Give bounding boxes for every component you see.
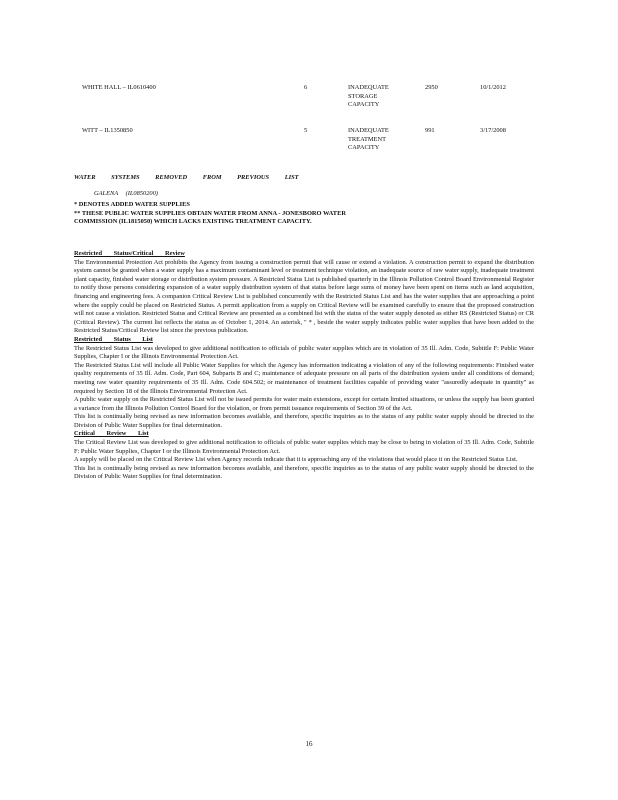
- supply-reason: [348, 127, 408, 153]
- section-title: Restricted Status List: [74, 335, 153, 343]
- supply-date: 10/1/2012: [480, 84, 506, 91]
- supply-name: WITT – IL1350850: [82, 127, 133, 134]
- reason-line: STORAGE: [348, 92, 378, 100]
- supply-number: 6: [304, 84, 308, 91]
- supply-name: WHITE HALL – IL0610400: [82, 84, 156, 91]
- supply-date: 3/17/2008: [480, 127, 506, 134]
- paragraph: The Restricted Status List will include all Public Water Supplies for which the Agency has information indicating a violation of any of the following requirements: Finished water quality requirements of 35 Ill. Adm. Code, Part 604, Subparts B and C; maintenance of adequate pressure on all parts of the distribution system under all conditions of demand; meeting raw water quantity requirements of 35 Ill. Adm. Code 604.502; or maintenance of treatment facilities capable of providing water "assuredly adequate in quantity" as required by Section 18 of the Illinois Environmental Protection Act.: [74, 361, 534, 395]
- removed-item: GALENA (IL0850200): [94, 190, 158, 197]
- paragraph: A supply will be placed on the Critical Review List when Agency records indicate that it is approaching any of the violations that would place it on the Restricted Status List.: [74, 456, 518, 464]
- section-title: Critical Review List: [74, 430, 149, 438]
- reason-line: INADEQUATE: [348, 84, 389, 91]
- reason-line: TREATMENT: [348, 135, 386, 143]
- paragraph: The Restricted Status List was developed to give additional notification to officials of public water supplies which are in violation of 35 Ill. Adm. Code, Subtitle F: Public Water Supplies, Chapter I or the Illinois Environmental Protection Act.: [74, 344, 534, 361]
- paragraph: The Environmental Protection Act prohibits the Agency from issuing a construction permit that will cause or extend a violation. A construction permit to expand the distribution system cannot be granted when a water supply has a maximum contaminant level or treatment technique violation, an inadequate source of raw water supply, inadequate treatment plant capacity, finished water storage or distribution system pressure. A Restricted Status List is published quarterly in the Illinois Pollution Control Board Environmental Register to notify those persons considering expansion of a water supply distribution system of that status before large sums of money have been spent on items such as land acquisition, financing and engineering fees. A companion Critical Review List is published concurrently with the Restricted Status List and has the water supplies that are approaching a point where the supply could be placed on Restricted Status. A permit application from a supply on Critical Review will be examined carefully to ensure that the proposed construction will not cause a violation. Restricted Status and Critical Review are presented as a combined list with the status of the water supply denoted as either RS (Restricted Status) or CR (Critical Review). The current list reflects the status as of October 1, 2014. An asterisk, " * , beside the water supply indicates public water supplies that have been added to the Restricted Status/Critical Review list since the previous publication.: [74, 258, 534, 335]
- table-row: [82, 127, 552, 163]
- paragraph: A public water supply on the Restricted Status List will not be issued permits for water main extensions, except for certain limited situations, or unless the supply has been granted a variance from the Illinois Pollution Control Board for the violation, or from permit issuance requirements of Section 39 of the Act.: [74, 396, 534, 412]
- paragraph: This list is continually being revised as new information becomes available, and therefore, specific inquiries as to the status of any public water supply should be directed to the Division of Public Water Supplies for final determination.: [74, 464, 534, 481]
- table-row: [82, 84, 552, 120]
- body-text: [74, 250, 534, 482]
- reason-line: INADEQUATE: [348, 127, 389, 134]
- note-line: COMMISSION (IL1815050) WHICH LACKS EXISTING TREATMENT CAPACITY.: [74, 218, 312, 226]
- removed-heading: WATER SYSTEMS REMOVED FROM PREVIOUS LIST: [74, 174, 299, 181]
- section-title: Restricted Status/Critical Review: [74, 250, 185, 257]
- supply-reason: [348, 84, 408, 110]
- paragraph: The Critical Review List was developed to give additional notification to officials of public water supplies which may be close to being in violation of 35 Ill. Adm. Code, Subtitle F: Public Water Supplies, Chapter I or the Illinois Environmental Protection Act.: [74, 439, 534, 455]
- paragraph: This list is continually being revised as new information becomes available, and therefore, specific inquiries as to the status of any public water supply should be directed to the Division of Public Water Supplies for final determination.: [74, 413, 534, 429]
- supply-population: 2950: [425, 84, 438, 91]
- reason-line: CAPACITY: [348, 101, 380, 109]
- notes-block: [74, 201, 544, 227]
- supply-number: 5: [304, 127, 308, 134]
- supply-population: 991: [425, 127, 435, 134]
- note-line: ** THESE PUBLIC WATER SUPPLIES OBTAIN WATER FROM ANNA - JONESBORO WATER: [74, 209, 346, 217]
- reason-line: CAPACITY: [348, 144, 380, 152]
- note-line: * DENOTES ADDED WATER SUPPLIES: [74, 201, 190, 208]
- page-number: 16: [305, 740, 313, 748]
